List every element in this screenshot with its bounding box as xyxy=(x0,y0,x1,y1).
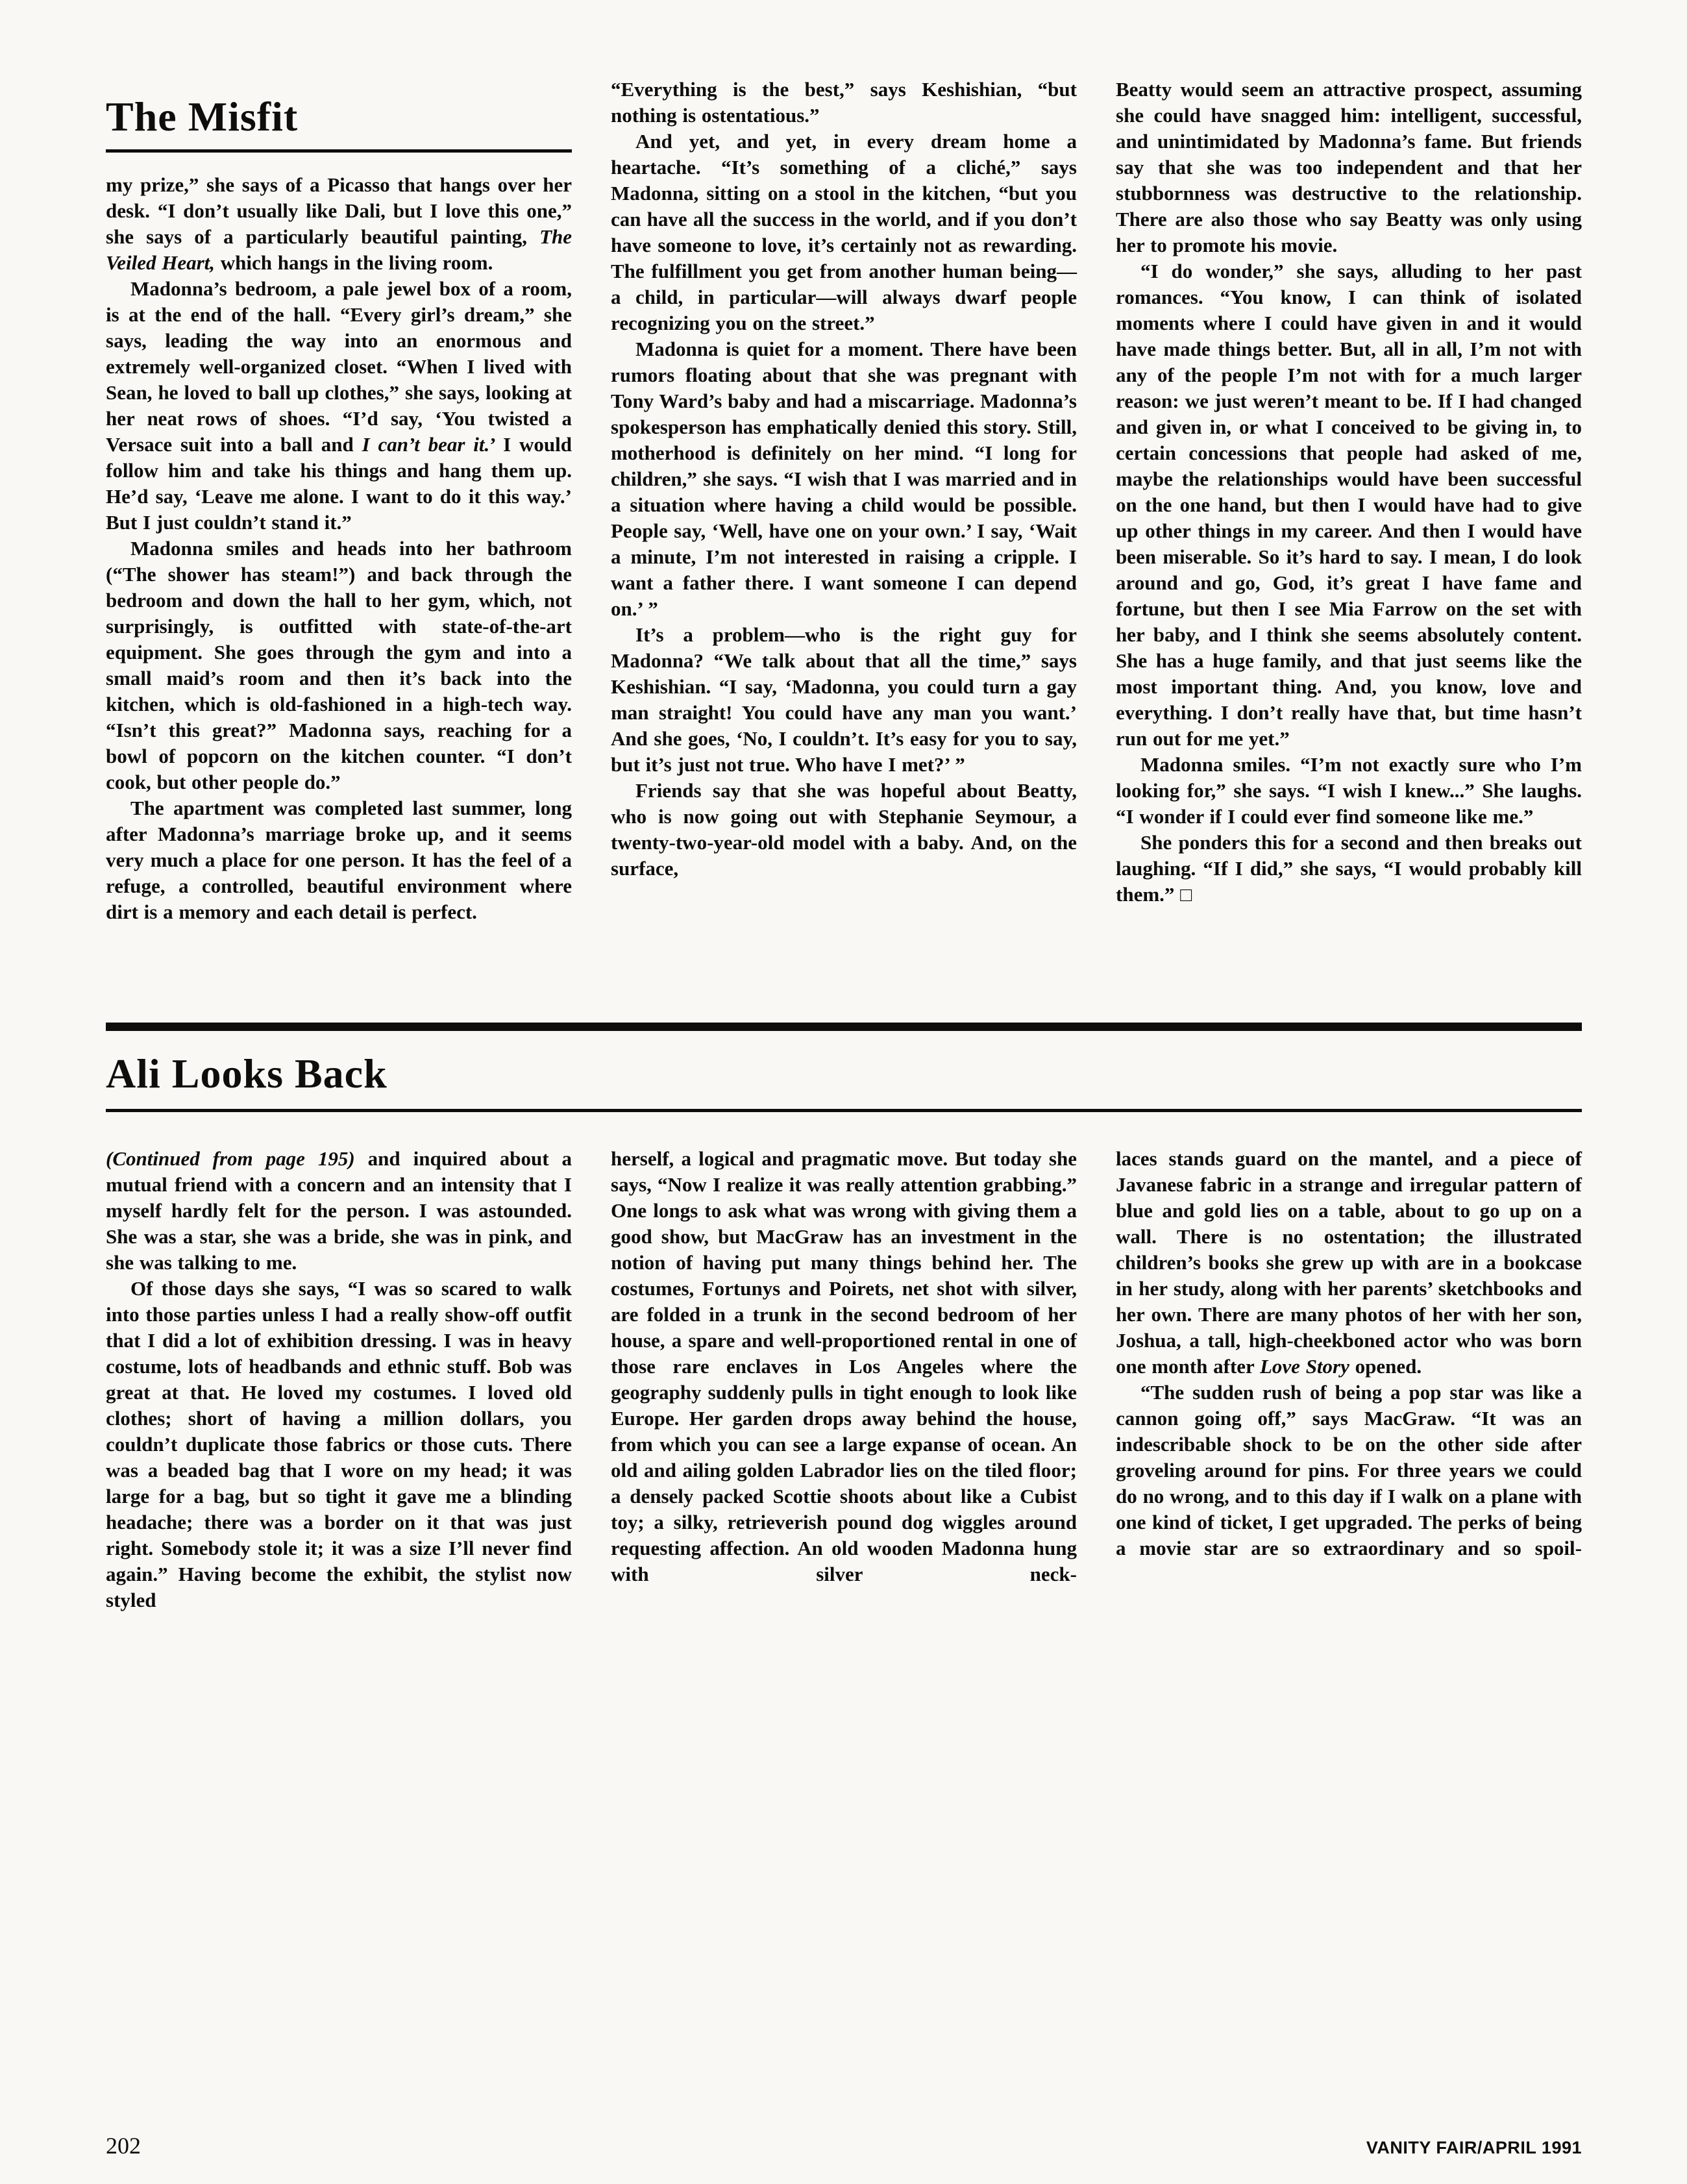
paragraph xyxy=(1116,830,1582,908)
paragraph: Madonna smiles. “I’m not exactly sure who I’m looking for,” she says. “I wish I knew...” She laughs. “I wonder if I could ever find someone like me.” xyxy=(1116,753,1582,828)
article1-column-3 xyxy=(1116,77,1582,925)
paragraph: It’s a problem—who is the right guy for Madonna? “We talk about that all the time,” says Keshishian. “I say, ‘Madonna, you could turn a gay man straight! You could have any man you want.’ And she goes, ‘No, I couldn’t. It’s easy for you to say, but it’s just not true. Who have I met?’ ” xyxy=(611,623,1077,776)
paragraph: Friends say that she was hopeful about Beatty, who is now going out with Stephanie Seymour, a twenty-two-year-old model with a baby. And, on the surface, xyxy=(611,779,1077,880)
article1-title: The Misfit xyxy=(106,93,299,140)
text-run: and inquired about a mutual friend with a concern and an intensity that I myself hardly felt for the person. I was astounded. She was a star, she was a bride, she was in pink, and she was talking to me. xyxy=(106,1147,573,1274)
italic-title-run: The Veiled Heart, xyxy=(106,225,572,274)
paragraph xyxy=(106,172,572,276)
end-of-article-mark: □ xyxy=(1180,884,1192,906)
text-run: Madonna’s bedroom, a pale jewel box of a room, is at the end of the hall. “Every girl’s dream,” she says, leading the way into an enormous and extremely well-organized closet. “When I lived with Sean, he loved to ball up clothes,” she says, looking at her neat rows of shoes. “I’d say, ‘You twisted a Versace suit into a ball and xyxy=(106,277,572,456)
paragraph: Madonna is quiet for a moment. There have been rumors floating about that she was pregnant with Tony Ward’s baby and had a miscarriage. Madonna’s spokesperson has emphatically denied this story. Still, motherhood is definitely on her mind. “I long for children,” she says. “I wish that I was married and in a situation where having a child would be possible. People say, ‘Well, have one on your own.’ I say, ‘Wait a minute, I’m not interested in raising a cripple. I want a father there. I want someone I can depend on.’ ” xyxy=(611,338,1077,620)
paragraph: The apartment was completed last summer, long after Madonna’s marriage broke up, and it seems very much a place for one person. It has the feel of a refuge, a controlled, beautiful environment where dirt is a memory and each detail is perfect. xyxy=(106,797,572,923)
article2-column-1 xyxy=(106,1146,572,1613)
text-run: She ponders this for a second and then breaks out laughing. “If I did,” she says, “I would probably kill them.” xyxy=(1116,831,1582,906)
article1-column-1 xyxy=(106,77,572,925)
text-run: which hangs in the living room. xyxy=(215,251,493,274)
article1-columns xyxy=(106,77,1582,925)
magazine-credit: VANITY FAIR/APRIL 1991 xyxy=(1366,2138,1582,2157)
section-divider-rule xyxy=(106,1023,1582,1031)
page-footer xyxy=(106,2132,1582,2159)
page-number: 202 xyxy=(106,2133,141,2159)
paragraph: Madonna smiles and heads into her bathroom (“The shower has steam!”) and back through the bedroom and down the hall to her gym, which, not surprisingly, is outfitted with state-of-the-art equipment. She goes through the gym and into a small maid’s room and then it’s back into the kitchen, which is old-fashioned in a high-tech way. “Isn’t this great?” Madonna says, reaching for a bowl of popcorn on the kitchen counter. “I don’t cook, but other people do.” xyxy=(106,537,572,793)
paragraph: “The sudden rush of being a pop star was like a cannon going off,” says MacGraw. “It was an indescribable shock to be on the other side after groveling around for pins. For three years we could do no wrong, and to this day if I walk on a plane with one kind of ticket, I get upgraded. The perks of being a movie star are so extraordinary and so spoil- xyxy=(1116,1381,1582,1559)
paragraph: And yet, and yet, in every dream home a heartache. “It’s something of a cliché,” says Madonna, sitting on a stool in the kitchen, “but you can have all the success in the world, and if you don’t have someone to love, it’s certainly not as rewarding. The fulfillment you get from another human being—a child, in particular—will always dwarf people recognizing you on the street.” xyxy=(611,130,1077,334)
text-run: ’ I would follow him and take his things and hang them up. He’d say, ‘Leave me alone. I want to do it this way.’ But I just couldn’t stand it.” xyxy=(106,433,572,534)
text-run: my prize,” she says of a Picasso that hangs over her desk. “I don’t usually like Dali, but I love this one,” she says of a particularly beautiful painting, xyxy=(106,173,572,248)
paragraph: herself, a logical and pragmatic move. But today she says, “Now I realize it was really attention grabbing.” One longs to ask what was wrong with giving them a good show, but MacGraw has an investment in the notion of having put many things behind her. The costumes, Fortunys and Poirets, net shot with silver, are folded in a trunk in the second bedroom of her house, a spare and well-proportioned rental in one of those rare enclaves in Los Angeles where the geography suddenly pulls in tight enough to look like Europe. Her garden drops away behind the house, from which you can see a large expanse of ocean. An old and ailing golden Labrador lies on the tiled floor; a densely packed Scottie shoots about like a Cubist toy; a silky, retrieverish pound dog wiggles around requesting affection. An old wooden Madonna hung with silver neck- xyxy=(611,1147,1077,1585)
article1-header xyxy=(106,93,572,153)
article2-title: Ali Looks Back xyxy=(106,1050,388,1097)
paragraph xyxy=(1116,1146,1582,1380)
paragraph: “Everything is the best,” says Keshishian, “but nothing is ostentatious.” xyxy=(611,78,1077,127)
article2-column-2 xyxy=(611,1146,1077,1613)
paragraph xyxy=(106,276,572,536)
text-run: laces stands guard on the mantel, and a piece of Javanese fabric in a strange and irregular pattern of blue and gold lies on a table, about to go up on a wall. There is no ostentation; the illustrated children’s books she grew up with are in a bookcase in her study, along with her parents’ sketchbooks and her own. There are many photos of her with her son, Joshua, a tall, high-cheekboned actor who was born one month after xyxy=(1116,1147,1582,1378)
paragraph xyxy=(106,1146,572,1276)
continued-from-note: (Continued from page 195) xyxy=(106,1147,355,1170)
title-underline-rule xyxy=(106,1109,1582,1112)
paragraph: Of those days she says, “I was so scared to walk into those parties unless I had a really show-off outfit that I did a lot of exhibition dressing. I was in heavy costume, lots of headbands and ethnic stuff. Bob was great at that. He loved my costumes. I loved old clothes; short of having a million dollars, you couldn’t duplicate those fabrics or those cuts. There was a beaded bag that I wore on my head; it was large for a bag, but so tight it gave me a blinding headache; there was a border on it that was just right. Somebody stole it; it was a size I’ll never find again.” Having become the exhibit, the stylist now styled xyxy=(106,1277,572,1611)
paragraph: Beatty would seem an attractive prospect, assuming she could have snagged him: intelligent, successful, and unintimidated by Madonna’s fame. But friends say that she was too independent and that her stubbornness was destructive to the relationship. There are also those who say Beatty was only using her to promote his movie. xyxy=(1116,78,1582,256)
title-rule xyxy=(106,149,572,153)
article2-columns xyxy=(106,1146,1582,1613)
paragraph: “I do wonder,” she says, alluding to her past romances. “You know, I can think of isolated moments where I could have given in and it would have made things better. But, all in all, I’m not with any of the people I’m not with for a much larger reason: we just weren’t meant to be. If I had changed and given in, or what I conceived to be giving in, to certain concessions that people had asked of me, maybe the relationships would have been successful on the one hand, but then I would have had to give up other things in my career. And then I would have been miserable. So it’s hard to say. I mean, I do look around and go, God, it’s great I have fame and fortune, but then I see Mia Farrow on the set with her baby, and I think she seems absolutely content. She has a huge family, and that just seems like the most important thing. And, you know, love and everything. I don’t really have that, but time hasn’t run out for me yet.” xyxy=(1116,260,1582,750)
article2-column-3 xyxy=(1116,1146,1582,1613)
article1-column-2 xyxy=(611,77,1077,925)
text-run: opened. xyxy=(1349,1355,1422,1378)
italic-title-run: Love Story xyxy=(1259,1355,1349,1378)
italic-run: I can’t bear it. xyxy=(362,433,490,456)
article-the-misfit xyxy=(106,77,1582,925)
article-ali-looks-back xyxy=(106,1023,1582,1613)
